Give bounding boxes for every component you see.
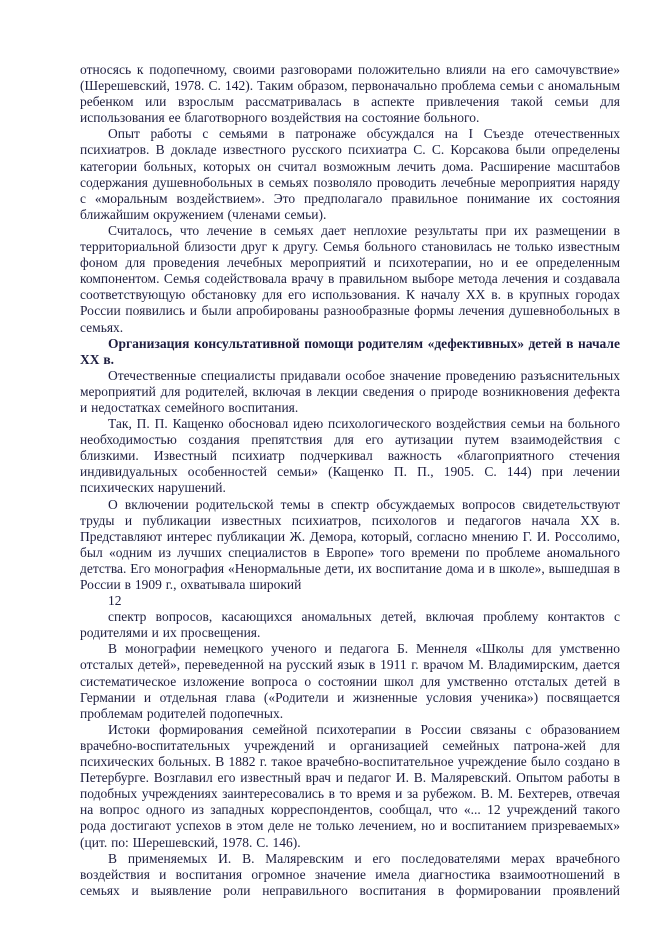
paragraph: спектр вопросов, касающихся аномальных детей, включая проблему контактов с родителями и их просвещения. <box>80 609 620 641</box>
paragraph: Так, П. П. Кащенко обосновал идею психологического воздействия семьи на больного необходимостью создания препятствия для его аутизации путем взаимодействия с близкими. Известный психиатр подчеркивал важность «благоприятного стечения индивидуальных особенностей семьи» (Кащенко П. П., 1905. С. 144) при лечении психических нарушений. <box>80 416 620 496</box>
paragraph: Опыт работы с семьями в патронаже обсуждался на I Съезде отечественных психиатров. В докладе известного русского психиатра С. С. Корсакова были определены категории больных, которых он считал возможным лечить дома. Расширение масштабов содержания душевнобольных в семьях позволяло проводить лечебные мероприятия наряду с «моральным воздействием». Это предполагало правильное понимание их состояния ближайшим окружением (членами семьи). <box>80 126 620 222</box>
section-heading: Организация консультативной помощи родителям «дефективных» детей в начале XX в. <box>80 335 620 367</box>
page-number-artifact: 12 <box>108 593 122 609</box>
paragraph: Считалось, что лечение в семьях дает неплохие результаты при их размещении в территориальной близости друг к другу. Семья больного становилась не только известным фоном для проведения лечебных мероприятий и психотерапии, но и ее определенным компонентом. Семья содействовала врачу в правильном выборе метода лечения и создавала соответствующую обстановку для его использования. К началу XX в. в крупных городах России появились и были апробированы разнообразные формы лечения душевнобольных в семьях. <box>80 222 620 335</box>
document-page <box>80 62 620 899</box>
paragraph: относясь к подопечному, своими разговорами положительно влияли на его самочувствие» (Шерешевский, 1978. С. 142). Таким образом, первоначально проблема семьи с аномальным ребенком или взрослым рассматривалась в аспекте привлечения такой семьи для использования ее благотворного воздействия на состояние больного. <box>80 62 620 126</box>
paragraph: Отечественные специалисты придавали особое значение проведению разъяснительных мероприятий для родителей, включая в лекции сведения о природе возникновения дефекта и недостатках семейного воспитания. <box>80 367 620 415</box>
paragraph: В применяемых И. В. Маляревским и его последователями мерах врачебного воздействия и воспитания огромное значение имела диагностика взаимоотношений в семьях и выявление роли неправильного воспитания в формировании проявлений <box>80 850 620 898</box>
paragraph: Истоки формирования семейной психотерапии в России связаны с образованием врачебно-воспитательных учреждений и организацией семейных патрона-жей для психических больных. В 1882 г. такое врачебно-воспитательное учреждение было создано в Петербурге. Возглавил его известный врач и педагог И. В. Маляревский. Опытом работы в подобных учреждениях заинтересовались в то время и за рубежом. В. М. Бехтерев, отвечая на вопрос одного из западных корреспондентов, сообщал, что «... 12 учреждений такого рода достигают успехов в этом деле не только лечением, но и воспитанием призреваемых» (цит. по: Шерешевский, 1978. С. 146). <box>80 721 620 850</box>
paragraph: О включении родительской темы в спектр обсуждаемых вопросов свидетельствуют труды и публикации известных психиатров, психологов и педагогов начала XX в. Представляют интерес публикации Ж. Демора, который, согласно мнению Г. И. Россолимо, был «одним из лучших специалистов в Европе» того времени по проблеме аномального детства. Его монография «Ненормальные дети, их воспитание дома и в школе», вышедшая в России в 1909 г., охватывала широкий <box>80 496 620 592</box>
paragraph: В монографии немецкого ученого и педагога Б. Меннеля «Школы для умственно отсталых детей», переведенной на русский язык в 1911 г. врачом М. Владимирским, дается систематическое изложение вопроса о состоянии школ для умственно отсталых детей в Германии и отдельная глава («Родители и жизненные условия ученика») посвящается проблемам родителей подопечных. <box>80 641 620 721</box>
